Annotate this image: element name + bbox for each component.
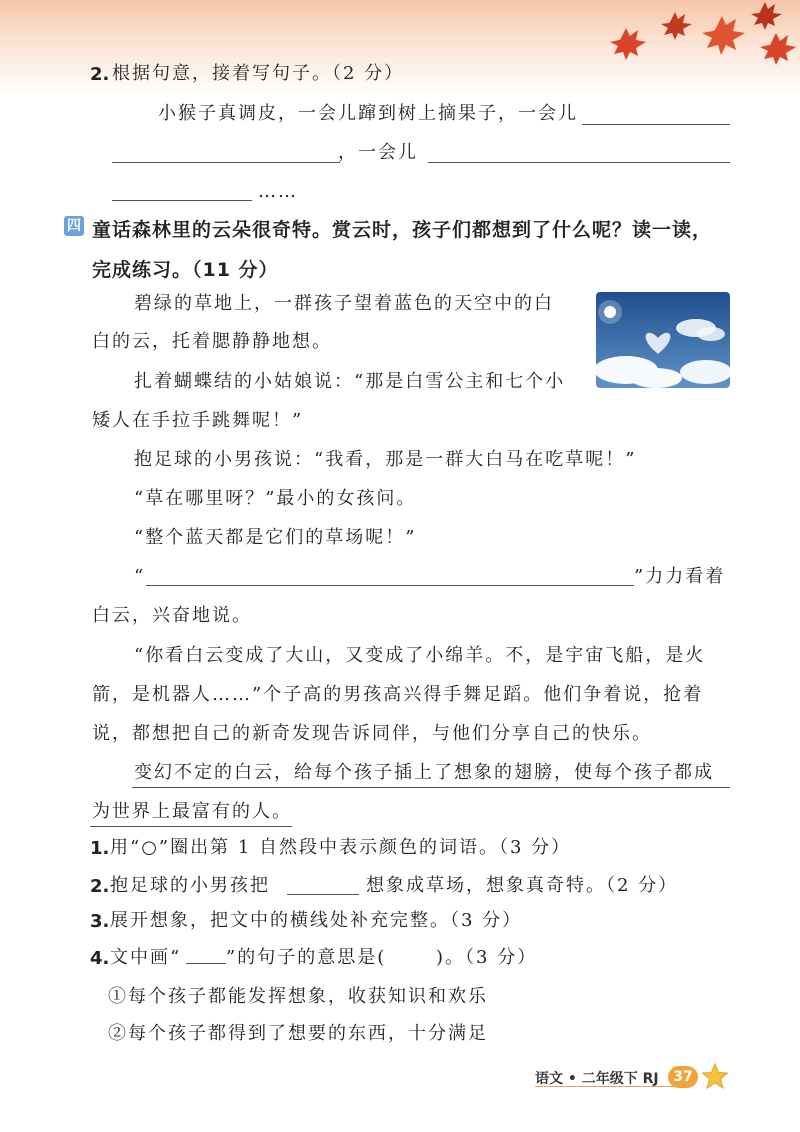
question-number: 1. — [90, 838, 110, 859]
passage-text: 说，都想把自己的新奇发现告诉同伴，与他们分享自己的快乐。 — [92, 723, 652, 744]
passage-text: “整个蓝天都是它们的草场呢！” — [134, 527, 417, 548]
sentence-underline — [132, 787, 730, 788]
ellipsis: …… — [258, 181, 298, 202]
passage-text: 白云，兴奋地说。 — [92, 605, 252, 626]
passage-text: 矮人在手拉手跳舞呢！” — [92, 410, 304, 431]
question-number: 2. — [90, 64, 110, 85]
footer-label: 语文 • 二年级下 RJ — [535, 1071, 659, 1087]
question-number: 2. — [90, 876, 110, 897]
passage-text: “ — [134, 566, 146, 587]
sentence-text: ，一会儿 — [338, 142, 418, 163]
answer-blank[interactable] — [112, 162, 340, 163]
question-text: )。（3 分） — [436, 947, 538, 968]
sky-clouds-image — [596, 292, 730, 388]
answer-option[interactable]: ②每个孩子都得到了想要的东西，十分满足 — [108, 1023, 488, 1044]
section-heading: 完成练习。（11 分） — [92, 259, 279, 281]
question-text: ”的句子的意思是( — [226, 947, 387, 968]
question-text: 用“○”圈出第 1 自然段中表示颜色的词语。（3 分） — [110, 837, 572, 858]
answer-blank[interactable] — [582, 124, 730, 125]
underlined-sentence: 为世界上最富有的人。 — [92, 801, 292, 822]
passage-text: 白的云，托着腮静静地想。 — [92, 331, 332, 352]
answer-blank[interactable] — [112, 200, 252, 201]
maple-leaves-decoration — [600, 0, 800, 80]
question-text: 文中画“ — [110, 947, 182, 968]
underlined-sentence: 变幻不定的白云，给每个孩子插上了想象的翅膀，使每个孩子都成 — [134, 762, 714, 783]
question-text: 想象成草场，想象真奇特。（2 分） — [366, 875, 679, 896]
passage-text: “你看白云变成了大山，又变成了小绵羊。不，是宇宙飞船，是火 — [134, 645, 706, 666]
answer-blank[interactable] — [146, 585, 634, 586]
question-text: 展开想象，把文中的横线处补充完整。（3 分） — [110, 910, 523, 931]
answer-option[interactable]: ①每个孩子都能发挥想象，收获知识和欢乐 — [108, 986, 488, 1007]
sentence-text: 小猴子真调皮，一会儿蹿到树上摘果子，一会儿 — [158, 103, 578, 124]
answer-blank[interactable] — [287, 894, 359, 895]
question-text: 抱足球的小男孩把 — [110, 875, 270, 896]
passage-text: “草在哪里呀？”最小的女孩问。 — [134, 488, 417, 509]
sentence-underline — [90, 826, 292, 827]
section-heading: 童话森林里的云朵很奇特。赏云时，孩子们都想到了什么呢？读一读， — [92, 219, 713, 241]
section-badge: 四 — [64, 216, 84, 236]
question-number: 4. — [90, 948, 110, 969]
passage-text: 扎着蝴蝶结的小姑娘说：“那是白雪公主和七个小 — [134, 371, 566, 392]
passage-text: 碧绿的草地上，一群孩子望着蓝色的天空中的白 — [134, 293, 554, 314]
question-prompt: 根据句意，接着写句子。（2 分） — [112, 63, 405, 84]
passage-text: ”力力看着 — [634, 566, 726, 587]
page-number: 37 — [668, 1066, 698, 1088]
question-number: 3. — [90, 911, 110, 932]
passage-text: 箭，是机器人……”个子高的男孩高兴得手舞足蹈。他们争着说，抢着 — [92, 684, 704, 705]
star-icon — [700, 1062, 730, 1090]
underline-sample — [186, 963, 226, 964]
answer-blank[interactable] — [428, 162, 730, 163]
passage-text: 抱足球的小男孩说：“我看，那是一群大白马在吃草呢！” — [134, 449, 637, 470]
